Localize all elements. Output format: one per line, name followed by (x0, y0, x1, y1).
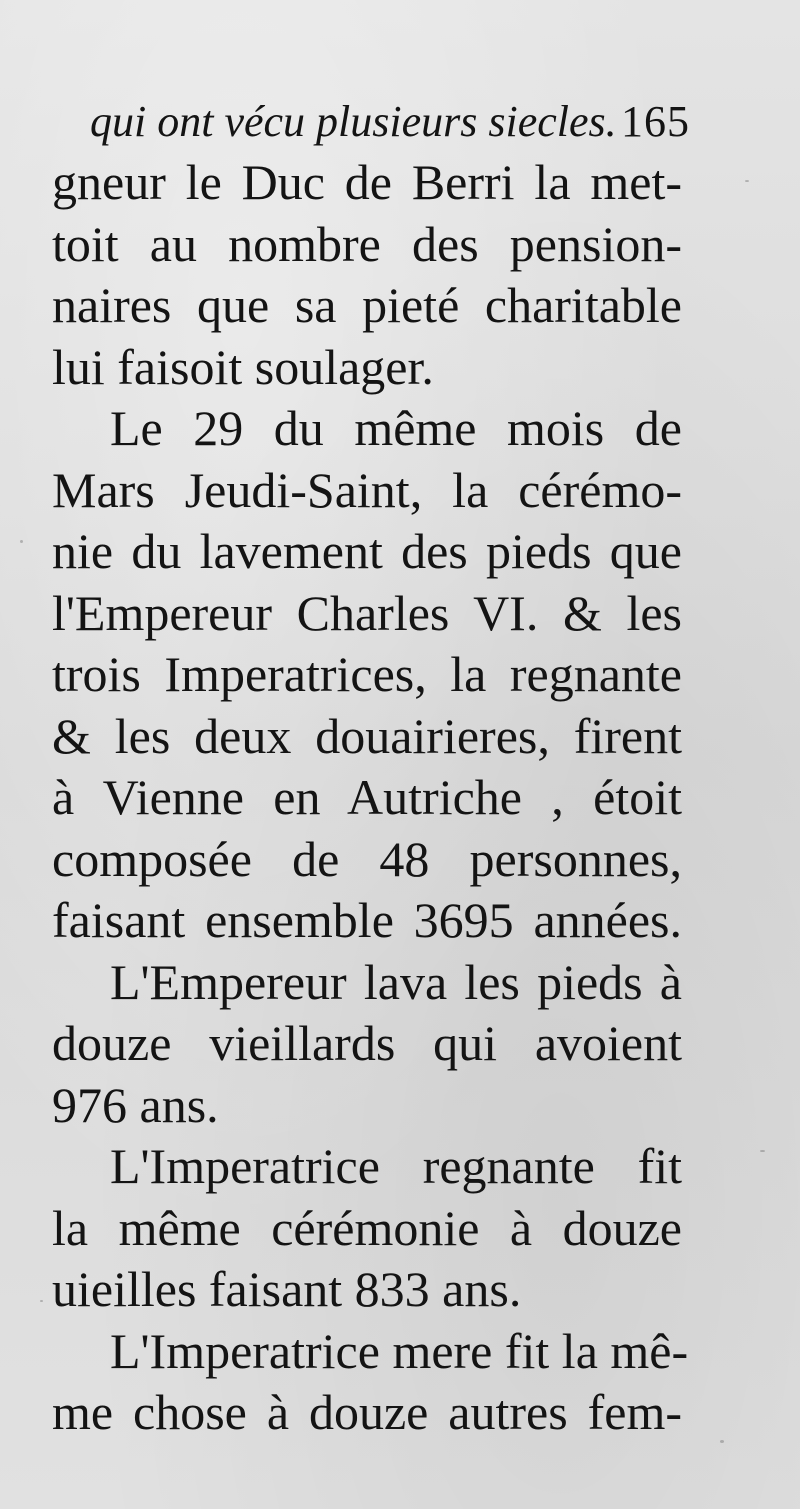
text-line: L'Empereur lava les pieds à (110, 953, 682, 1010)
paper-speck (745, 180, 749, 182)
text-line: composée de 48 personnes, (52, 830, 682, 887)
page-number: 165 (621, 97, 690, 146)
text-line: 976 ans. (52, 1076, 219, 1133)
text-line: trois Imperatrices, la regnante (52, 646, 682, 702)
paper-speck (20, 540, 23, 543)
text-line: gneur le Duc de Berri la met- (52, 154, 682, 210)
paper-speck (760, 1150, 765, 1152)
text-line: uieilles faisant 833 ans. (52, 1261, 522, 1317)
text-line: me chose à douze autres fem- (52, 1384, 682, 1440)
text-line: à Vienne en Autriche , étoit (52, 769, 682, 825)
text-line: & les deux douairieres, firent (52, 707, 682, 764)
running-head (90, 92, 690, 152)
text-line: douze vieillards qui avoient (52, 1015, 682, 1071)
text-line: nie du lavement des pieds que (52, 523, 682, 579)
text-line: L'Imperatrice mere fit la mê- (110, 1322, 689, 1379)
text-line: Mars Jeudi-Saint, la cérémo- (52, 461, 682, 518)
text-line: toit au nombre des pension- (52, 215, 682, 272)
text-line: la même cérémonie à douze (52, 1199, 682, 1256)
text-line: Le 29 du même mois de (110, 400, 682, 456)
running-head-title: qui ont vécu plusieurs siecles. (90, 97, 617, 146)
text-line: L'Imperatrice regnante fit (110, 1138, 682, 1194)
paper-speck (40, 1300, 43, 1302)
text-line: l'Empereur Charles VI. & les (52, 584, 682, 641)
paper-speck (720, 1440, 724, 1443)
text-line: naires que sa pieté charitable (52, 277, 682, 333)
text-line: lui faisoit soulager. (52, 338, 434, 395)
body-text (52, 152, 689, 1444)
text-line: faisant ensemble 3695 années. (52, 892, 682, 948)
